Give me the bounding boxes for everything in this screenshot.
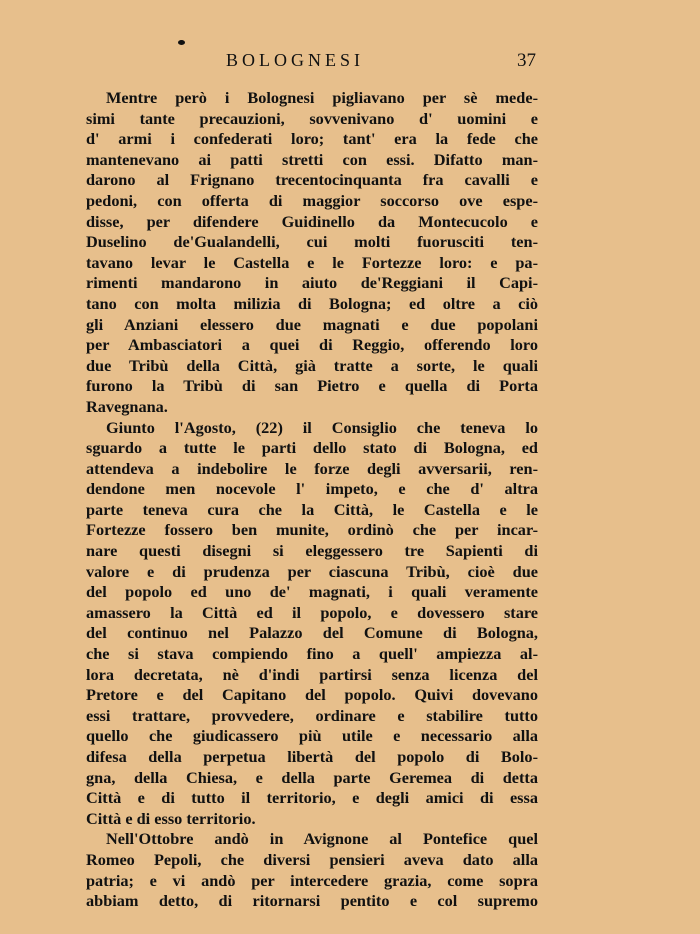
text-line: abbiam detto, di ritornarsi pentito e col supremo	[86, 891, 538, 911]
text-line: essi trattare, provvedere, ordinare e stabilire tutto	[86, 705, 538, 725]
text-line: patria; e vi andò per intercedere grazia, come sopra	[86, 870, 538, 890]
text-line: nare questi disegni si eleggessero tre Sapienti di	[86, 541, 538, 561]
text-line: gli Anziani elessero due magnati e due popolani	[86, 314, 538, 334]
text-line: Fortezze fossero ben munite, ordinò che per incar-	[86, 520, 538, 540]
text-line: per Ambasciatori a quei di Reggio, offerendo loro	[86, 335, 538, 355]
text-line: del popolo ed uno de' magnati, i quali veramente	[86, 582, 538, 602]
text-line: quello che giudicassero più utile e necessario alla	[86, 726, 538, 746]
page-header	[86, 48, 536, 78]
text-line: Nell'Ottobre andò in Avignone al Pontefice quel	[106, 829, 538, 849]
text-line: d' armi i confederati loro; tant' era la fede che	[86, 129, 538, 149]
text-line: due Tribù della Città, già tratte a sorte, le quali	[86, 355, 538, 375]
text-line: del continuo nel Palazzo del Comune di Bologna,	[86, 623, 538, 643]
text-line: gna, della Chiesa, e della parte Geremea di detta	[86, 767, 538, 787]
paragraph	[86, 88, 538, 418]
text-line: Ravegnana.	[86, 396, 168, 416]
paragraph	[86, 829, 538, 911]
text-line: rimenti mandarono in aiuto de'Reggiani il Capi-	[86, 273, 538, 293]
text-line: Città e di tutto il territorio, e degli amici di essa	[86, 788, 538, 808]
text-line: pedoni, con offerta di maggior soccorso ove espe-	[86, 190, 538, 210]
text-line: Mentre però i Bolognesi pigliavano per sè mede-	[106, 88, 538, 107]
text-line: mantenevano ai patti stretti con essi. Difatto man-	[86, 149, 538, 169]
text-line: Città e di esso territorio.	[86, 808, 256, 828]
text-line: lora decretata, nè d'indi partirsi senza licenza del	[86, 664, 538, 684]
text-line: parte teneva cura che la Città, le Castella e le	[86, 499, 538, 519]
running-title: BOLOGNESI	[226, 50, 364, 70]
text-line: simi tante precauzioni, sovvenivano d' uomini e	[86, 108, 538, 128]
text-line: tano con molta milizia di Bologna; ed oltre a ciò	[86, 293, 538, 313]
text-line: tavano levar le Castella e le Fortezze loro: e pa-	[86, 252, 538, 272]
text-line: Romeo Pepoli, che diversi pensieri aveva dato alla	[86, 849, 538, 869]
text-line: sguardo a tutte le parti dello stato di Bologna, ed	[86, 438, 538, 458]
text-line: Giunto l'Agosto, (22) il Consiglio che teneva lo	[106, 417, 538, 437]
text-line: amassero la Città ed il popolo, e dovessero stare	[86, 602, 538, 622]
body-text	[86, 88, 538, 912]
text-line: attendeva a indebolire le forze degli avversarii, ren-	[86, 458, 538, 478]
text-line: Duselino de'Gualandelli, cui molti fuorusciti ten-	[86, 232, 538, 252]
text-line: disse, per difendere Guidinello da Montecucolo e	[86, 211, 538, 231]
text-line: valore e di prudenza per ciascuna Tribù, cioè due	[86, 561, 538, 581]
text-line: furono la Tribù di san Pietro e quella di Porta	[86, 376, 538, 396]
text-line: Pretore e del Capitano del popolo. Quivi dovevano	[86, 685, 538, 705]
page-number: 37	[517, 50, 536, 71]
text-line: darono al Frignano trecentocinquanta fra cavalli e	[86, 170, 538, 190]
paragraph	[86, 418, 538, 830]
text-line: dendone men nocevole l' impeto, e che d' altra	[86, 479, 538, 499]
ink-blot	[178, 40, 185, 45]
text-line: difesa della perpetua libertà del popolo di Bolo-	[86, 747, 538, 766]
text-line: che si stava compiendo fino a quell' ampiezza al-	[86, 644, 538, 664]
